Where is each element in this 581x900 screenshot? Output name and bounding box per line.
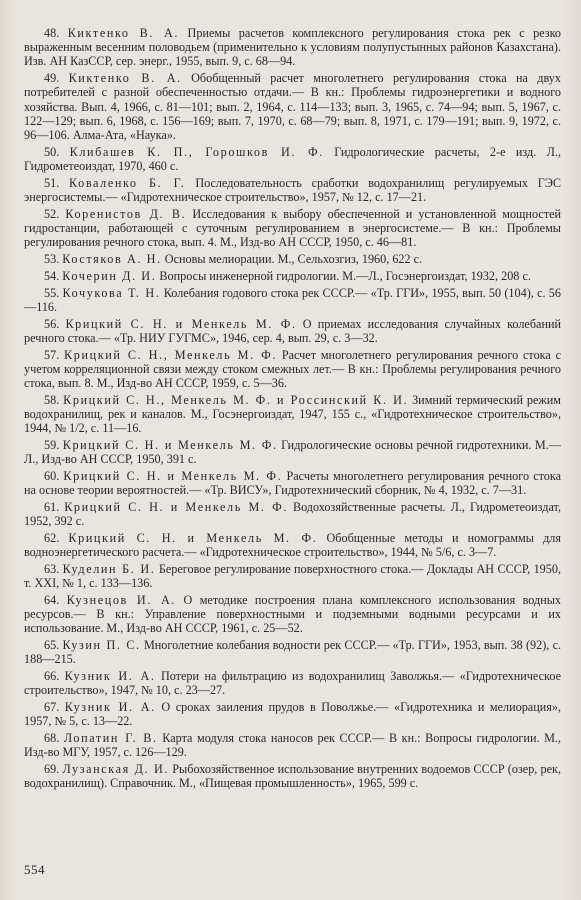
reference-text: Обобщенные методы и номограммы для водноэнергетического расчета.— «Гидротехническое строительство», 1944, № 5/6, с. 3—7.: [24, 531, 561, 560]
reference-number: 55.: [44, 285, 60, 300]
reference-author: Коваленко Б. Г.: [69, 175, 186, 190]
reference-number: 68.: [44, 731, 60, 746]
reference-author: Куделин Б. И.: [62, 562, 156, 577]
reference-text: О сроках заиления прудов в Поволжье.— «Гидротехника и мелиорация», 1957, № 5, с. 13—22.: [24, 700, 562, 729]
reference-author: Лопатин Г. В.: [63, 731, 158, 746]
reference-entry: [24, 669, 561, 697]
reference-author: Костяков А. Н.: [62, 252, 162, 267]
reference-author: Киктенко В. А.: [67, 26, 180, 40]
reference-text: Расчет многолетнего регулирования речного стока с учетом корреляционной связи между стоком смежных лет.— В кн.: Проблемы регулирования речного стока, вып. 8. М., Изд-во АН СССР, 1959, с. 5—36.: [24, 347, 562, 391]
reference-entry: [24, 562, 561, 590]
reference-number: 49.: [44, 71, 60, 86]
reference-text: Многолетние колебания водности рек СССР.— «Тр. ГГИ», 1953, вып. 38 (92), с. 188—215.: [24, 638, 562, 667]
reference-text: Исследования к выбору обеспеченной и установленной мощностей гидростанции, работающей с суточным регулированием в энергосистеме.— В кн.: Проблемы регулирования речного стока, вып. 4. М., Изд-во АН СССР, 1950, с. 46—81.: [24, 206, 562, 250]
reference-entry: [24, 176, 561, 204]
reference-author: Крицкий С. Н. и Менкель М. Ф.: [64, 500, 288, 515]
reference-text: Водохозяйственные расчеты. Л., Гидрометеоиздат, 1952, 392 с.: [24, 500, 562, 529]
reference-number: 57.: [44, 347, 60, 362]
reference-number: 50.: [44, 144, 60, 159]
reference-list: [24, 26, 561, 793]
reference-entry: [24, 531, 561, 559]
reference-number: 64.: [44, 593, 60, 608]
reference-entry: [24, 438, 561, 466]
reference-author: Коренистов Д. В.: [65, 206, 187, 221]
reference-entry: [24, 26, 561, 69]
reference-text: Береговое регулирование поверхностного стока.— Доклады АН СССР, 1950, т. XXI, № 1, с. 133—136.: [24, 562, 562, 591]
reference-entry: [24, 700, 561, 728]
reference-entry: [24, 348, 561, 391]
reference-entry: [24, 638, 561, 666]
reference-number: 66.: [44, 669, 60, 684]
reference-text: Расчеты многолетнего регулирования речного стока на основе теории вероятностей.— «Тр. ВИСУ», Гидротехнический сборник, № 4, 1932, с. 7—31.: [24, 469, 562, 498]
reference-text: Вопросы инженерной гидрологии. М.—Л., Госэнергоиздат, 1932, 208 с.: [159, 268, 531, 283]
reference-number: 62.: [44, 531, 60, 546]
reference-text: О приемах исследования случайных колебаний речного стока.— «Тр. НИУ ГУГМС», 1946, сер. 4, вып. 29, с. 3—32.: [24, 316, 562, 345]
reference-entry: [24, 71, 561, 142]
reference-entry: [24, 593, 561, 636]
reference-text: Приемы расчетов комплексного регулирования стока рек с резко выраженным весенним половодьем (применительно к условиям полупустынных районов Казахстана). Изв. АН КазССР, сер. энерг., 1955, вып. 9, с. 68—94.: [24, 26, 561, 69]
reference-entry: [24, 317, 561, 345]
reference-author: Крицкий С. Н. и Менкель М. Ф.: [63, 469, 283, 484]
reference-entry: [24, 762, 561, 790]
reference-entry: [24, 252, 561, 266]
reference-entry: [24, 393, 561, 436]
reference-number: 65.: [44, 638, 60, 653]
reference-entry: [24, 500, 561, 528]
reference-author: Кузник И. А.: [64, 669, 156, 684]
page-number: 554: [24, 862, 45, 877]
reference-author: Кочерин Д. И.: [62, 268, 157, 283]
reference-number: 63.: [44, 562, 60, 577]
reference-number: 69.: [44, 762, 60, 777]
reference-number: 51.: [44, 175, 60, 190]
reference-author: Кузник И. А.: [64, 700, 156, 715]
reference-author: Лузанская Д. И.: [62, 762, 170, 777]
reference-entry: [24, 145, 561, 173]
reference-author: Крицкий С. Н. и Менкель М. Ф.: [62, 438, 278, 453]
reference-number: 61.: [44, 500, 60, 515]
reference-number: 53.: [44, 252, 60, 267]
reference-text: Последовательность сработки водохранилищ регулируемых ГЭС энергосистемы.— «Гидротехническое строительство», 1957, № 12, с. 17—21.: [24, 175, 561, 205]
reference-number: 60.: [44, 469, 60, 484]
reference-text: Гидрологические расчеты, 2-е изд. Л., Гидрометеоиздат, 1970, 460 с.: [24, 144, 561, 174]
reference-author: Крицкий С. Н. и Менкель М. Ф.: [65, 316, 297, 331]
reference-entry: [24, 731, 561, 759]
reference-text: Потери на фильтрацию из водохранилищ Заволжья.— «Гидротехническое строительство», 1947, № 10, с. 23—27.: [24, 669, 562, 698]
reference-number: 54.: [44, 268, 60, 283]
reference-number: 48.: [44, 26, 60, 40]
reference-number: 67.: [44, 700, 60, 715]
reference-author: Крицкий С. Н. и Менкель М. Ф.: [68, 531, 318, 546]
reference-text: Обобщенный расчет многолетнего регулирования стока на двух потребителей с разной обеспеченностью отдачи.— В кн.: Проблемы гидроэнергетики и водного хозяйства. Вып. 4, 1966, с. 81—101; вып. 2, 1964, с. 114—133; вып. 3, 1965, с. 74—94; вып. 5, 1967, с. 122—129; вып. 6, 1968, с. 156—169; вып. 7, 1970, с. 68—79; вып. 8, 1971, с. 179—191; вып. 9, 1972, с. 96—106. Алма-Ата, «Наука».: [24, 71, 561, 143]
reference-number: 58.: [44, 392, 60, 407]
reference-text: Зимний термический режим водохранилищ, рек и каналов. М., Госэнергоиздат, 1947, 155 с., «Гидротехническое строительство», 1944, № 1/2, с. 11—16.: [24, 392, 562, 436]
reference-text: Колебания годового стока рек СССР.— «Тр. ГГИ», 1955, вып. 50 (104), с. 56—116.: [24, 285, 561, 314]
reference-number: 56.: [44, 316, 60, 331]
reference-text: О методике построения плана комплексного использования водных ресурсов.— В кн.: Управление поверхностными и подземными водными ресурсами и их использование. М., Изд-во АН СССР, 1961, с. 25—52.: [24, 593, 562, 636]
reference-author: Клибашев К. П., Горошков И. Ф.: [69, 144, 324, 159]
reference-text: Основы мелиорации. М., Сельхозгиз, 1960, 622 с.: [164, 252, 423, 267]
reference-author: Кузнецов И. А.: [66, 593, 177, 608]
reference-author: Крицкий С. Н., Менкель М. Ф.: [64, 347, 278, 362]
reference-number: 59.: [44, 438, 60, 453]
reference-entry: [24, 469, 561, 497]
reference-entry: [24, 207, 561, 250]
reference-text: Гидрологические основы речной гидротехники. М.—Л., Изд-во АН СССР, 1950, 391 с.: [24, 438, 561, 467]
reference-entry: [24, 269, 561, 283]
reference-entry: [24, 286, 561, 314]
reference-author: Киктенко В. А.: [68, 71, 182, 86]
reference-text: Рыбохозяйственное использование внутренних водоемов СССР (озер, рек, водохранилищ). Справочник. М., «Пищевая промышленность», 1965, 599 с.: [24, 762, 562, 791]
reference-author: Крицкий С. Н., Менкель М. Ф. и Россинский К. И.: [63, 392, 409, 407]
reference-author: Кузин П. С.: [62, 638, 141, 653]
reference-number: 52.: [44, 206, 60, 221]
reference-author: Кочукова Т. Н.: [62, 285, 161, 300]
reference-text: Карта модуля стока наносов рек СССР.— В кн.: Вопросы гидрологии. М., Изд-во МГУ, 1957, с. 126—129.: [24, 731, 562, 760]
